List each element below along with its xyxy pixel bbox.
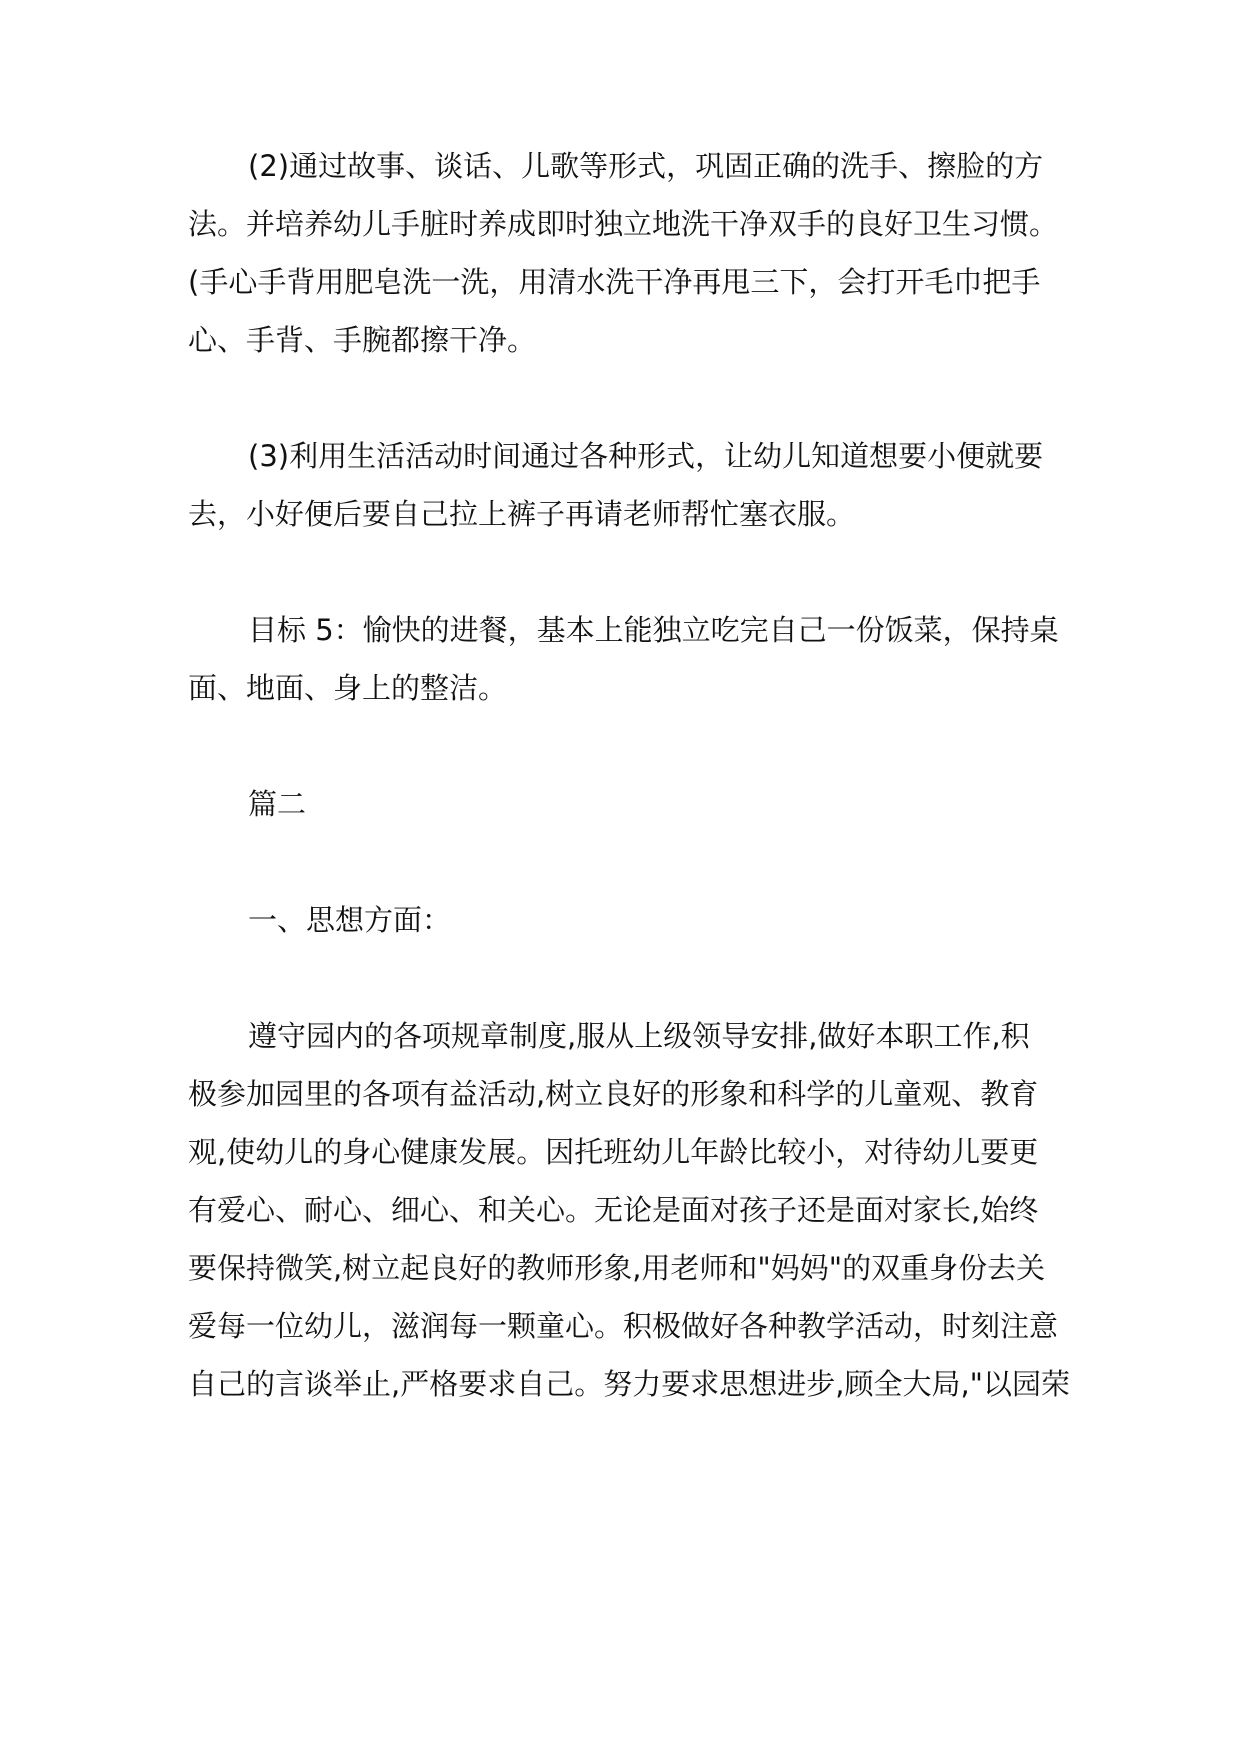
- text-line: 面、地面、身上的整洁。: [188, 671, 508, 705]
- text-line: 自己的言谈举止,严格要求自己。努力要求思想进步,顾全大局,"以园荣: [188, 1367, 1070, 1401]
- section-heading: 篇二: [248, 787, 307, 821]
- text-line: 有爱心、耐心、细心、和关心。无论是面对孩子还是面对家长,始终: [188, 1193, 1039, 1227]
- text-line: 要保持微笑,树立起良好的教师形象,用老师和"妈妈"的双重身份去关: [188, 1251, 1046, 1285]
- text-line: 遵守园内的各项规章制度,服从上级领导安排,做好本职工作,积: [248, 1019, 1030, 1053]
- text-line: 目标 5：愉快的进餐，基本上能独立吃完自己一份饭菜，保持桌: [248, 613, 1059, 647]
- text-line: 去，小好便后要自己拉上裤子再请老师帮忙塞衣服。: [188, 497, 856, 531]
- text-line: 观,使幼儿的身心健康发展。因托班幼儿年龄比较小，对待幼儿要更: [188, 1135, 1039, 1169]
- text-line: 极参加园里的各项有益活动,树立良好的形象和科学的儿童观、教育: [188, 1077, 1039, 1111]
- text-line: (手心手背用肥皂洗一洗，用清水洗干净再甩三下，会打开毛巾把手: [188, 265, 1041, 299]
- text-line: 爱每一位幼儿，滋润每一颗童心。积极做好各种教学活动，时刻注意: [188, 1309, 1059, 1343]
- text-line: (2)通过故事、谈话、儿歌等形式，巩固正确的洗手、擦脸的方: [248, 149, 1044, 183]
- text-line: (3)利用生活活动时间通过各种形式，让幼儿知道想要小便就要: [248, 439, 1044, 473]
- text-line: 心、手背、手腕都擦干净。: [188, 323, 537, 357]
- subheading: 一、思想方面：: [248, 903, 452, 937]
- text-line: 法。并培养幼儿手脏时养成即时独立地洗干净双手的良好卫生习惯。: [188, 207, 1059, 241]
